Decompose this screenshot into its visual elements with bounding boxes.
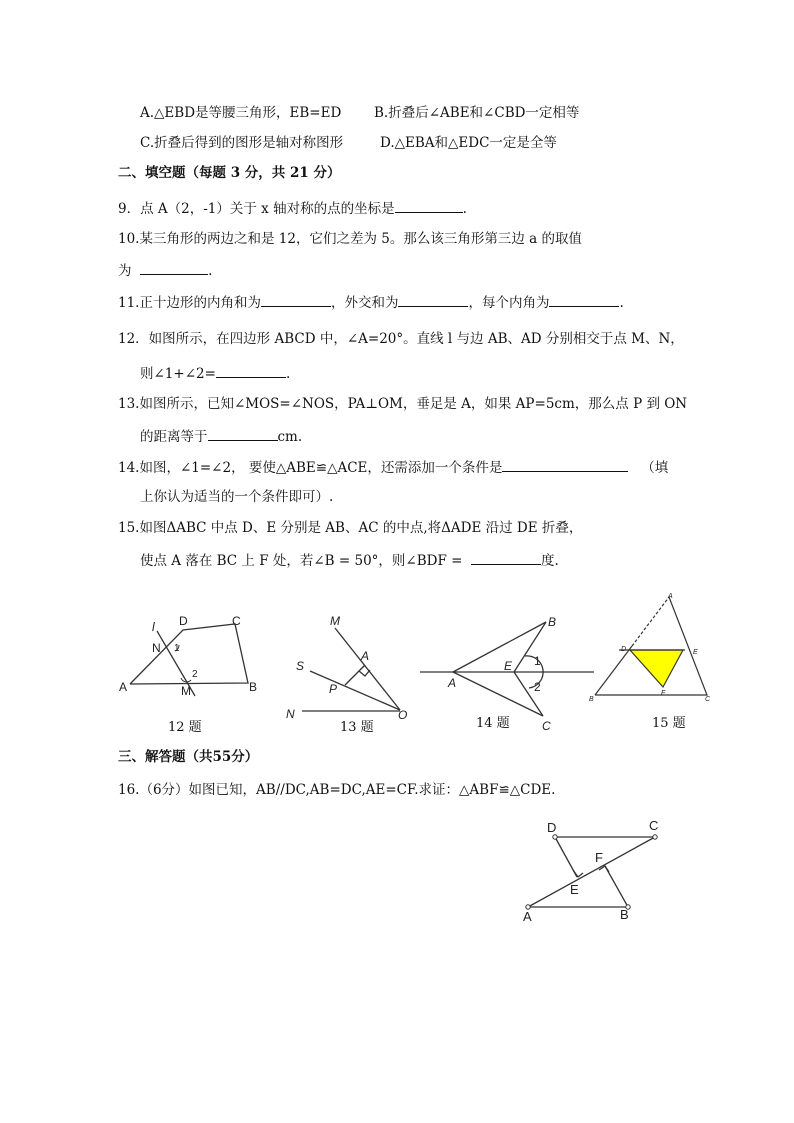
fig13-label-N: N <box>286 707 295 721</box>
q15-blank <box>471 550 541 565</box>
fig15-label-C: C <box>705 696 711 703</box>
q14-blank <box>502 457 628 472</box>
q9 <box>118 198 467 218</box>
option-b: B.折叠后∠ABE和∠CBD一定相等 <box>374 105 580 121</box>
q11-p3: ，每个内角为 <box>468 295 550 311</box>
section2-title: 二、填空题（每题 3 分，共 21 分） <box>118 165 341 181</box>
q15-end: 度. <box>541 553 559 569</box>
fig12-label-2: 2 <box>192 669 198 680</box>
fig12-label-C: C <box>232 614 241 628</box>
q9-end: . <box>462 201 467 217</box>
q12-line2 <box>140 363 290 383</box>
fig15-label-B: B <box>589 696 594 703</box>
option-a: A.△EBD是等腰三角形，EB=ED <box>140 105 342 121</box>
q11-p1: 11.正十边形的内角和为 <box>118 295 261 311</box>
fig12-label-D: D <box>179 614 188 628</box>
fig16-label-C: C <box>649 818 659 833</box>
folded-triangle-fill <box>630 650 683 687</box>
fig12-label-B: B <box>249 680 258 694</box>
q14-line2: 上你认为适当的一个条件即可）. <box>140 489 334 505</box>
q13-prefix: 的距离等于 <box>140 429 208 445</box>
fig12-label-l: l <box>152 620 155 634</box>
q15-line2 <box>140 550 559 570</box>
fig13-label-O: O <box>398 708 408 722</box>
fig13-label-P: P <box>329 682 338 696</box>
q11-blank3 <box>549 292 619 307</box>
fig16-label-B: B <box>620 907 629 922</box>
q15-prefix: 使点 A 落在 BC 上 F 处，若∠B = 50°，则∠BDF = <box>140 553 463 569</box>
fig15-label-E: E <box>693 649 698 656</box>
option-d: D.△EBA和△EDC一定是全等 <box>380 135 557 151</box>
fig14-label-A: A <box>448 676 457 690</box>
fig14-label-1: 1 <box>534 654 541 668</box>
fig13-label-A: A <box>361 649 370 663</box>
q10-end: . <box>208 263 213 279</box>
q10-line1: 10.某三角形的两边之和是 12，它们之差为 5。那么该三角形第三边 a 的取值 <box>118 231 582 247</box>
fig16-label-F: F <box>595 850 603 865</box>
q10-line2 <box>118 260 212 280</box>
figure-13 <box>280 608 420 728</box>
fig15-caption: 15 题 <box>652 716 686 731</box>
figure-16 <box>515 815 675 930</box>
q11-end: . <box>619 295 624 311</box>
q10-prefix: 为 <box>118 263 132 279</box>
q10-blank <box>140 260 208 275</box>
q9-blank <box>395 198 463 213</box>
fig13-label-M: M <box>330 614 340 628</box>
fig15-label-A: A <box>668 593 673 600</box>
figure-15 <box>585 590 715 710</box>
q13-line1: 13.如图所示，已知∠MOS=∠NOS，PA⊥OM，垂足是 A，如果 AP=5cm，那么点 P 到 ON <box>118 396 688 412</box>
section3-title: 三、解答题（共55分） <box>118 749 259 765</box>
q14-paren: （填 <box>641 460 669 476</box>
fig12-label-1: 1 <box>174 643 180 654</box>
fig12-caption: 12 题 <box>168 720 202 735</box>
q13-unit: cm. <box>277 429 303 445</box>
q12-blank <box>216 363 286 378</box>
q9-text: 9．点 A（2，-1）关于 x 轴对称的点的坐标是 <box>118 201 395 217</box>
option-c: C.折叠后得到的图形是轴对称图形 <box>140 135 344 151</box>
fig14-label-C: C <box>542 719 551 733</box>
figure-12 <box>115 608 275 708</box>
q14-text: 14.如图，∠1=∠2， 要使△ABE≌△ACE，还需添加一个条件是 <box>118 460 503 476</box>
q12-prefix: 则∠1+∠2= <box>140 366 216 382</box>
fig13-caption: 13 题 <box>340 720 374 735</box>
q16-text: 16.（6分）如图已知，AB//DC,AB=DC,AE=CF.求证：△ABF≌△CDE. <box>118 782 556 798</box>
q11-blank1 <box>261 292 331 307</box>
q11-p2: ，外交和为 <box>330 295 399 311</box>
fig16-label-D: D <box>547 820 557 835</box>
q11-blank2 <box>398 292 468 307</box>
q15-line1: 15.如图ΔABC 中点 D、E 分别是 AB、AC 的中点,将ΔADE 沿过 DE 折叠， <box>118 520 583 536</box>
fig14-label-B: B <box>548 615 557 629</box>
fig12-label-M: M <box>181 684 191 698</box>
q14-line1 <box>118 457 668 477</box>
q13-line2 <box>140 426 302 446</box>
q11 <box>118 292 624 312</box>
fig16-label-A: A <box>523 909 532 924</box>
fig12-label-A: A <box>119 680 128 694</box>
fig14-label-E: E <box>504 659 513 673</box>
fig15-label-F: F <box>661 690 666 697</box>
fig14-caption: 14 题 <box>476 716 510 731</box>
fig13-label-S: S <box>296 659 305 673</box>
fig16-label-E: E <box>570 882 579 897</box>
q12-end: . <box>285 366 291 382</box>
q12-line1: 12．如图所示，在四边形 ABCD 中，∠A=20°。直线 l 与边 AB、AD 分别相交于点 M、N， <box>118 331 684 347</box>
fig14-label-2: 2 <box>534 680 541 694</box>
q13-blank <box>208 426 278 441</box>
fig12-label-N: N <box>152 641 161 655</box>
fig15-label-D: D <box>621 646 627 653</box>
